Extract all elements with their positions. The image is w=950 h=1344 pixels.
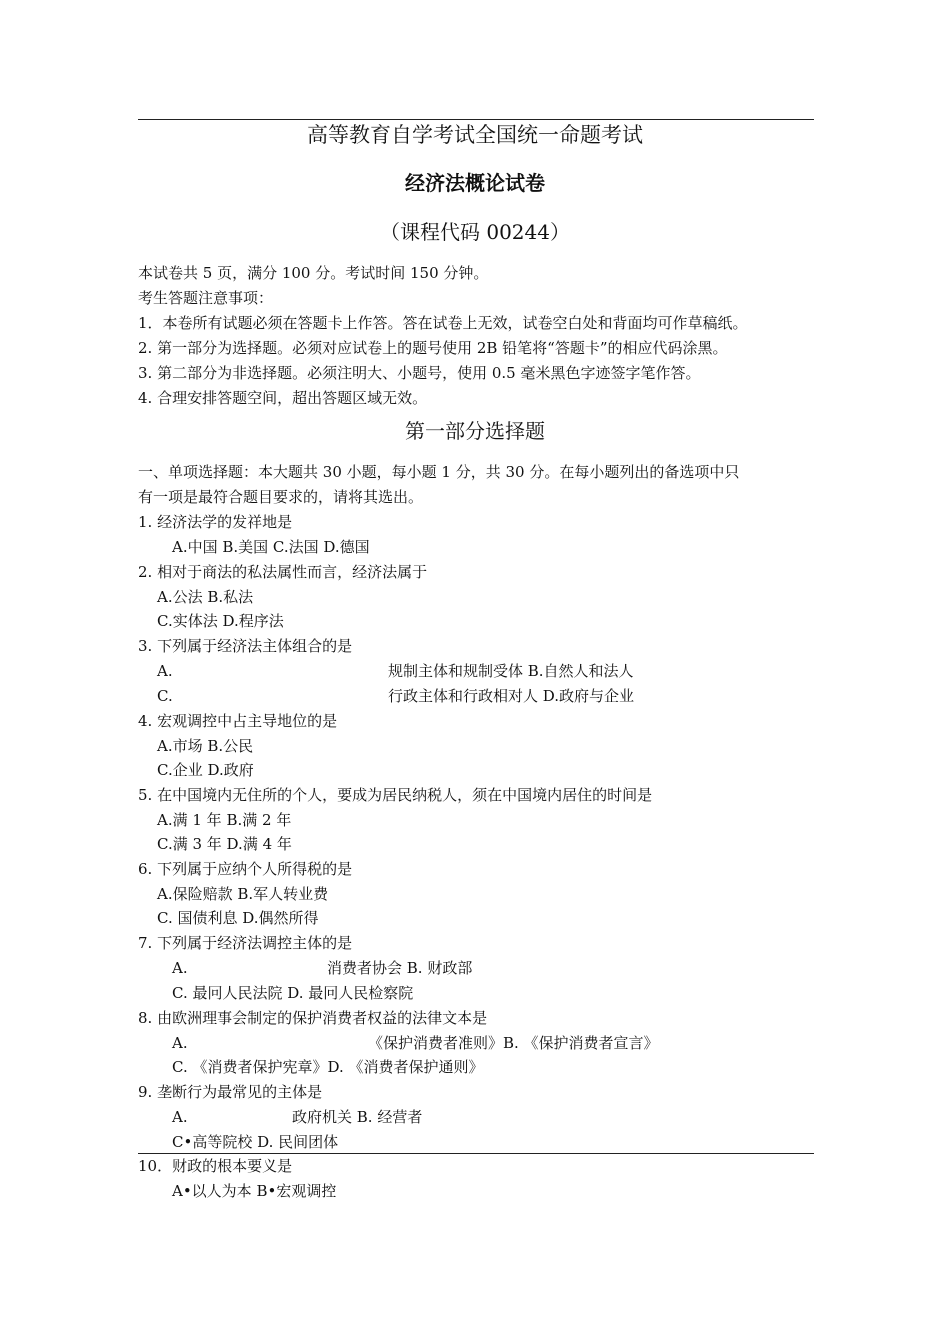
question-stem: 7. 下列属于经济法调控主体的是 (138, 934, 353, 952)
question-options: C.满 3 年 D.满 4 年 (157, 835, 292, 853)
option-letter: A. (172, 959, 188, 977)
question-options: C. 最冋人民法院 D. 最冋人民检察院 (172, 984, 414, 1002)
part1-instructions: 一、单项选择题：本大题共 30 小题，每小题 1 分，共 30 分。在每小题列出的备选项中只 (138, 463, 740, 481)
note-item: 4. 合理安排答题空间，超出答题区域无效。 (138, 389, 428, 407)
question-options: 政府机关 B. 经营者 (292, 1108, 423, 1126)
course-code: （课程代码 00244） (380, 220, 570, 244)
option-letter: A. (157, 662, 173, 680)
question-stem: 3. 下列属于经济法主体组合的是 (138, 637, 353, 655)
part1-title: 第一部分选择题 (405, 419, 545, 443)
option-letter: A. (172, 1108, 188, 1126)
question-stem: 2. 相对于商法的私法属性而言，经济法属于 (138, 563, 428, 581)
question-options: C. 《消费者保护宪章》D. 《消费者保护通则》 (172, 1058, 484, 1076)
section-divider (138, 1153, 814, 1154)
question-stem: 4. 宏观调控中占主导地位的是 (138, 712, 338, 730)
question-options: A.市场 B.公民 (157, 737, 254, 755)
question-options: A.保险赔款 B.军人转业费 (157, 885, 329, 903)
part1-instructions-cont: 有一项是最符合题目要求的，请将其选出。 (138, 488, 424, 506)
option-letter: A. (172, 1034, 188, 1052)
exam-title: 高等教育自学考试全国统一命题考试 (307, 123, 643, 147)
paper-title: 经济法概论试卷 (405, 171, 545, 195)
question-stem: 8. 由欧洲理事会制定的保护消费者权益的法律文本是 (138, 1009, 488, 1027)
note-item: 3. 第二部分为非选择题。必须注明大、小题号，使用 0.5 毫米黑色字迹签字笔作答。 (138, 364, 701, 382)
question-options: A.满 1 年 B.满 2 年 (157, 811, 292, 829)
question-stem: 1. 经济法学的发祥地是 (138, 513, 293, 531)
question-options: 规制主体和规制受体 B.自然人和法人 (388, 662, 634, 680)
notes-title: 考生答题注意事项： (138, 289, 274, 307)
note-item: 1．本卷所有试题必须在答题卡上作答。答在试卷上无效，试卷空白处和背面均可作草稿纸。 (138, 314, 748, 332)
question-options: 行政主体和行政相对人 D.政府与企业 (388, 687, 635, 705)
question-stem: 9. 垄断行为最常见的主体是 (138, 1083, 323, 1101)
question-options: 消费者协会 B. 财政部 (327, 959, 473, 977)
paper-info: 本试卷共 5 页，满分 100 分。考试时间 150 分钟。 (138, 264, 489, 282)
question-options: A•以人为本 B•宏观调控 (172, 1182, 337, 1200)
question-stem: 10．财政的根本要义是 (138, 1157, 293, 1175)
option-letter: C. (157, 687, 173, 705)
question-options: C•高等院校 D. 民间团体 (172, 1133, 339, 1151)
question-stem: 6. 下列属于应纳个人所得税的是 (138, 860, 353, 878)
question-options: A.公法 B.私法 (157, 588, 254, 606)
top-rule (138, 119, 814, 120)
question-options: C.实体法 D.程序法 (157, 612, 284, 630)
note-item: 2. 第一部分为选择题。必须对应试卷上的题号使用 2B 铅笔将“答题卡”的相应代码涂黑。 (138, 339, 728, 357)
question-options: 《保护消费者准则》B. 《保护消费者宣言》 (368, 1034, 659, 1052)
question-options: C.企业 D.政府 (157, 761, 254, 779)
question-options: A.中国 B.美国 C.法国 D.德国 (172, 538, 370, 556)
question-stem: 5. 在中国境内无住所的个人，要成为居民纳税人，须在中国境内居住的时间是 (138, 786, 653, 804)
question-options: C. 国债利息 D.偶然所得 (157, 909, 319, 927)
